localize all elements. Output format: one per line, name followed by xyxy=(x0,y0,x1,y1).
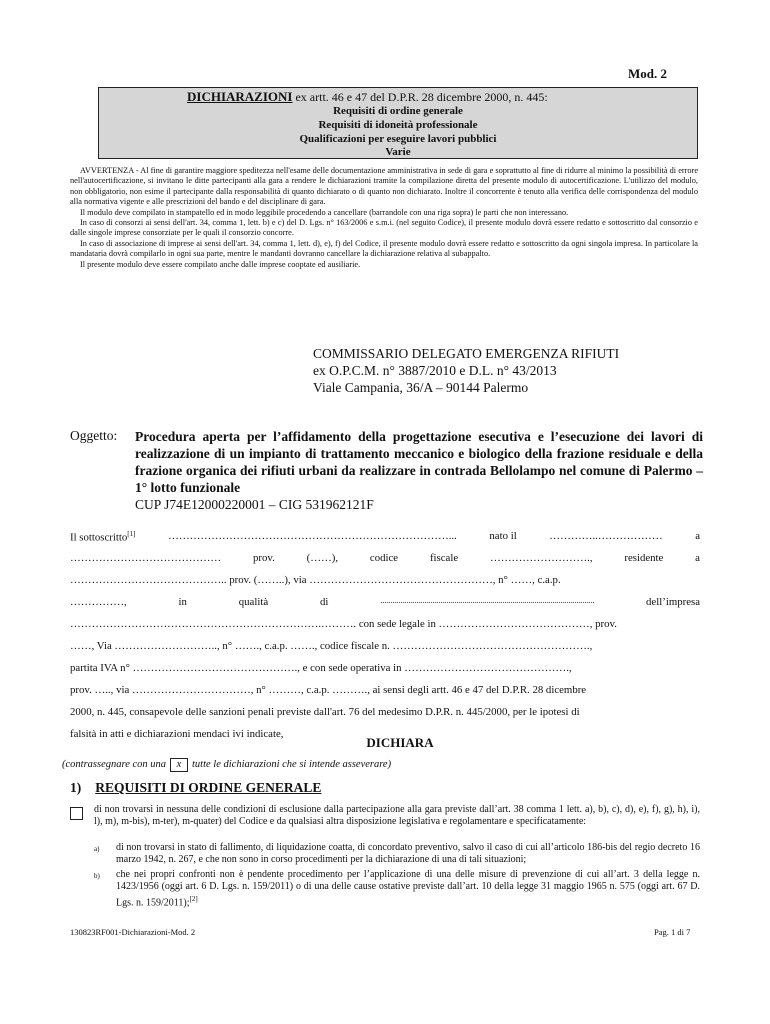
footnote-ref: [2] xyxy=(189,895,198,904)
form-line xyxy=(70,552,700,564)
title-box-line: Requisiti di ordine generale xyxy=(333,105,463,117)
instruction-text: tutte le dichiarazioni che si intende asseverare) xyxy=(192,759,392,770)
item-letter: b) xyxy=(94,872,100,880)
form-line: falsità in atti e dichiarazioni mendaci ivi indicate, xyxy=(70,728,284,740)
title-box-subtitle: ex artt. 46 e 47 del D.P.R. 28 dicembre 2000, n. 445: xyxy=(292,90,548,104)
form-fill[interactable]: …………..……………… xyxy=(549,530,663,542)
item-text: di non trovarsi in stato di fallimento, di liquidazione coatta, di concordato preventivo, salvo il caso di cui all’articolo 186-bis del regio decreto 16 marzo 1942, n. 267, e che non sono in corso procedimenti per la dichiarazione di una di tali situazioni; xyxy=(116,842,700,866)
form-fill[interactable]: ........................................................................................................... xyxy=(380,596,595,605)
form-line xyxy=(70,530,700,544)
avvertenza-paragraph: AVVERTENZA - Al fine di garantire maggiore speditezza nell'esame delle documentazione amministrativa in sede di gara e soprattutto al fine di ridurre al minimo la possibilità di errore nell'autocertificazione, si invitano le ditte partecipanti alla gara a rendere le dichiarazioni tramite la compilazione diretta del presente modulo di autocertificazione. L'utilizzo del modulo, non obbligatorio, non esime il partecipante dalla responsabilità di quanto dichiarato o di quanto non dichiarato. Inoltre il concorrente è tenuto alla verifica delle corrispondenza del modulo alla normativa vigente e alle prescrizioni del bando e del disciplinare di gara. xyxy=(70,166,698,207)
title-box-line: Qualificazioni per eseguire lavori pubblici xyxy=(299,133,497,145)
instruction-text: (contrassegnare con una xyxy=(62,759,167,770)
avvertenza-paragraph: Il presente modulo deve essere compilato anche dalle imprese cooptate ed ausiliarie. xyxy=(80,259,361,269)
avvertenza-paragraph: In caso di associazione di imprese ai sensi dell'art. 34, comma 1, lett. d), e), f) del Codice, il presente modulo dovrà essere redatto e sottoscritto da ogni singola impresa. In particolare la mandataria dovrà compilarlo in ogni sua parte, mentre le mandanti dovranno cancellare la dichiarazione relativa al subappalto. xyxy=(70,238,698,259)
oggetto-label: Oggetto: xyxy=(70,428,118,443)
form-fill[interactable]: ………………………., xyxy=(489,552,593,564)
avvertenza-section xyxy=(70,166,698,270)
item-letter: a) xyxy=(94,845,100,853)
form-text: dell’impresa xyxy=(646,596,700,608)
item-text-block xyxy=(94,869,700,910)
requirement-checkbox[interactable] xyxy=(70,807,83,820)
form-line[interactable]: ……, Via ……………………….., n° ……., c.a.p. ……., codice fiscale n. ………………………………………………., xyxy=(70,640,593,652)
form-fill[interactable]: ……………………………………………………………………... xyxy=(168,530,457,542)
form-text: a xyxy=(695,530,700,542)
form-line: 2000, n. 445, consapevole delle sanzioni penali previste dall'art. 76 del medesimo D.P.R. n. 445/2000, per le ipotesi di xyxy=(70,706,580,718)
form-text: di xyxy=(319,596,329,608)
oggetto-text: Procedura aperta per l’affidamento della progettazione esecutiva e l’esecuzione dei lavori di realizzazione di un impianto di trattamento meccanico e biologico della frazione residuale e della frazione organica dei rifiuti urbani da realizzare in contrada Bellolampo nel comune di Palermo – 1° lotto funzionale xyxy=(135,429,703,495)
form-text: Il sottoscritto xyxy=(70,531,128,544)
footer-page-number: Pag. 1 di 7 xyxy=(654,927,691,937)
form-text: in xyxy=(178,596,187,608)
form-text: qualità xyxy=(238,596,269,608)
section-title: REQUISITI DI ORDINE GENERALE xyxy=(95,780,322,795)
form-line[interactable]: …………………………………….. prov. (……..), via ……………………………………………, n° ……, c.a.p. xyxy=(70,574,561,586)
form-text: a xyxy=(695,552,700,564)
form-line[interactable]: prov. ….., via ……………………………, n° ………, c.a.p. ………., ai sensi degli artt. 46 e 47 del D.P.R. 28 dicembre xyxy=(70,684,587,696)
form-text: codice xyxy=(369,552,399,564)
item-text: che nei propri confronti non è pendente procedimento per l’applicazione di una delle misure di prevenzione di cui all’art. 3 della legge n. 1423/1956 (oggi art. 6 D. Lgs. n. 159/2011) o di una delle cause ostative previste dall’art. 10 della legge 31 maggio 1965 n. 575 (oggi art. 67 D. Lgs. n. 159/2011); xyxy=(116,869,700,909)
form-text xyxy=(70,530,135,544)
title-box xyxy=(98,87,698,159)
avvertenza-paragraph: In caso di consorzi ai sensi dell'art. 34, comma 1, lett. b) e c) del D. Lgs. n° 163/2006 e s.m.i. (nel seguito Codice), il presente modulo dovrà essere redatto e sottoscritto dal consorzio e dalle singole imprese consorziate per le quali il consorzio concorre. xyxy=(70,218,698,238)
section-number: 1) xyxy=(70,780,82,795)
form-line[interactable]: …………………………………………………………….………. con sede legale in ……………………………………, prov. xyxy=(70,618,617,630)
recipient-line: Viale Campania, 36/A – 90144 Palermo xyxy=(313,380,529,395)
avvertenza-paragraph: Il modulo deve compilato in stampatello ed in modo leggibile procedendo a cancellare (barrandole con una riga sopra) le parti che non interessano. xyxy=(80,207,569,217)
form-line xyxy=(70,596,700,608)
oggetto-block xyxy=(135,428,703,513)
instruction-line xyxy=(62,758,391,772)
recipient-line: COMMISSARIO DELEGATO EMERGENZA RIFIUTI xyxy=(313,346,620,361)
title-box-line: Requisiti di idoneità professionale xyxy=(318,119,478,131)
dichiara-heading: DICHIARA xyxy=(366,735,434,750)
form-line[interactable]: partita IVA n° ………………………………………., e con sede operativa in ………………………………………., xyxy=(70,662,572,674)
footnote-ref: [1] xyxy=(127,530,136,538)
footer-doc-code: 130823RF001-Dichiarazioni-Mod. 2 xyxy=(70,927,196,937)
recipient-line: ex O.P.C.M. n° 3887/2010 e D.L. n° 43/2013 xyxy=(313,363,557,378)
form-text: prov. xyxy=(252,552,275,564)
form-fill[interactable]: …………………………………… xyxy=(70,552,222,564)
requirement-item xyxy=(94,842,700,866)
requirement-text: di non trovarsi in nessuna delle condizioni di esclusione dalla partecipazione alla gara previste dall’art. 38 comma 1 lett. a), b), c), d), e), f), g), h), i), l), m), m-bis), m-ter), m-quater) del Codice e da qualsiasi altra disposizione legislativa e regolamentare e specificatamente: xyxy=(94,804,700,828)
x-sample-box: x xyxy=(170,758,188,772)
title-box-title: DICHIARAZIONI xyxy=(187,89,293,104)
requirement-item xyxy=(94,869,700,910)
cup-cig: CUP J74E12000220001 – CIG 531962121F xyxy=(135,497,374,512)
form-text: fiscale xyxy=(429,552,459,564)
form-text: residente xyxy=(624,552,664,564)
module-number: Mod. 2 xyxy=(628,66,667,81)
form-text: nato il xyxy=(489,530,517,542)
section-heading xyxy=(70,780,321,796)
recipient-address xyxy=(313,345,619,396)
form-fill[interactable]: (……), xyxy=(306,552,339,564)
form-fill[interactable]: ……………, xyxy=(70,596,127,608)
title-box-line: Varie xyxy=(385,146,411,158)
title-box-heading xyxy=(187,89,548,105)
